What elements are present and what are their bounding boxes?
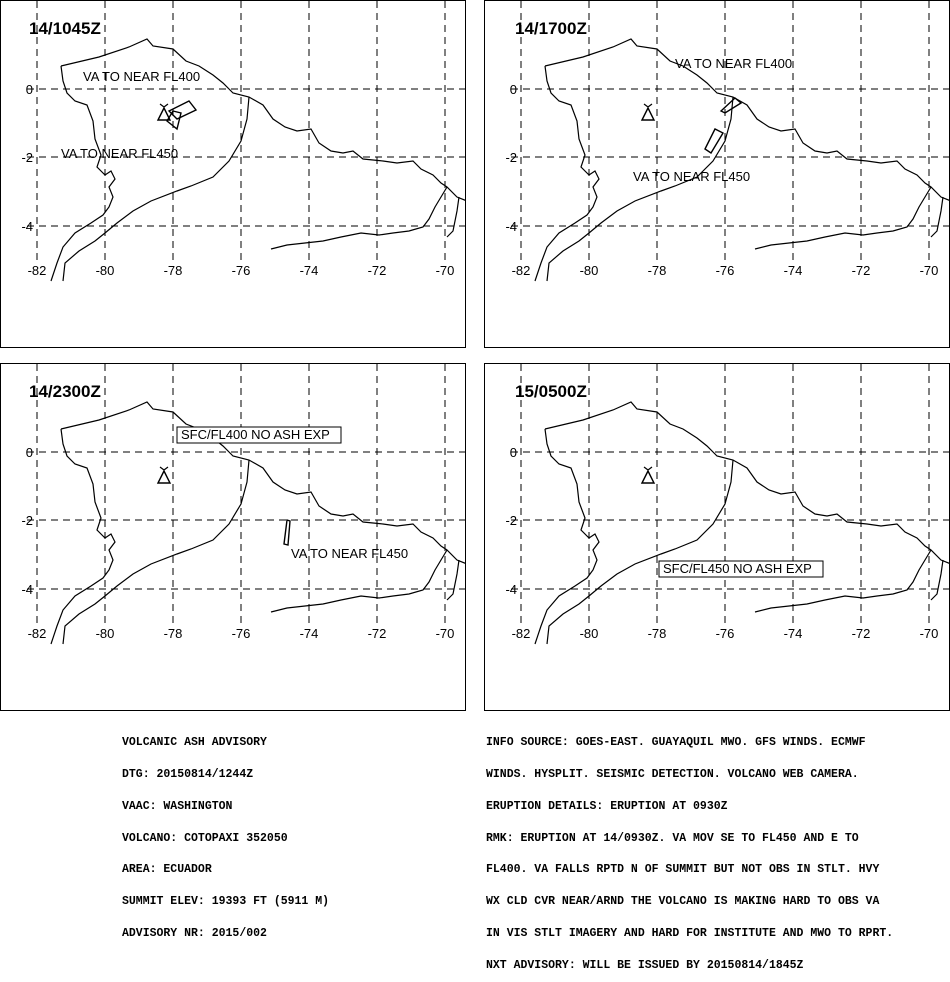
y-tick-label: 0 bbox=[25, 445, 33, 460]
panel-time-label: 15/0500Z bbox=[515, 382, 587, 401]
ash-label-fl450: VA TO NEAR FL450 bbox=[291, 546, 409, 561]
y-tick-label: -4 bbox=[505, 582, 517, 597]
volcano-plume bbox=[160, 467, 168, 470]
x-tick-label: -74 bbox=[783, 626, 803, 641]
volcano-icon bbox=[642, 104, 654, 120]
map-boundary bbox=[931, 197, 943, 237]
y-tick-label: -4 bbox=[21, 219, 33, 234]
map-boundary bbox=[271, 187, 447, 249]
x-tick-label: -72 bbox=[851, 263, 871, 278]
volcano-plume bbox=[160, 104, 168, 107]
volcano-plume bbox=[644, 467, 652, 470]
x-tick-label: -78 bbox=[163, 263, 183, 278]
map-svg bbox=[1, 1, 466, 348]
x-tick-label: -80 bbox=[579, 626, 599, 641]
advisory-line: VOLCANIC ASH ADVISORY bbox=[122, 736, 267, 750]
panel-time-label: 14/1045Z bbox=[29, 19, 101, 38]
volcano-icon bbox=[642, 467, 654, 483]
map-svg bbox=[485, 1, 950, 348]
x-tick-label: -82 bbox=[27, 263, 47, 278]
ash-polygon-fl450 bbox=[284, 520, 290, 545]
x-tick-label: -74 bbox=[299, 263, 319, 278]
y-tick-label: -4 bbox=[21, 582, 33, 597]
x-tick-label: -76 bbox=[231, 626, 251, 641]
x-tick-label: -78 bbox=[647, 626, 667, 641]
volcano-triangle bbox=[642, 108, 654, 120]
y-tick-label: -2 bbox=[21, 513, 33, 528]
map-boundary bbox=[931, 560, 943, 600]
advisory-line: NXT ADVISORY: WILL BE ISSUED BY 20150814/1845Z bbox=[486, 958, 804, 972]
ash-polygon-fl400 bbox=[721, 98, 741, 113]
x-tick-label: -74 bbox=[299, 626, 319, 641]
y-tick-label: -2 bbox=[505, 513, 517, 528]
map-boundary bbox=[61, 39, 466, 201]
volcano-triangle bbox=[642, 471, 654, 483]
x-tick-label: -70 bbox=[919, 263, 939, 278]
x-tick-label: -72 bbox=[851, 626, 871, 641]
advisory-line: ERUPTION DETAILS: ERUPTION AT 0930Z bbox=[486, 799, 728, 813]
advisory-line: AREA: ECUADOR bbox=[122, 863, 212, 877]
x-tick-label: -80 bbox=[579, 263, 599, 278]
map-boundary bbox=[63, 97, 249, 281]
x-tick-label: -80 bbox=[95, 263, 115, 278]
advisory-line: ADVISORY NR: 2015/002 bbox=[122, 926, 267, 940]
x-tick-label: -70 bbox=[435, 263, 455, 278]
volcano-triangle bbox=[158, 471, 170, 483]
y-tick-label: -2 bbox=[505, 150, 517, 165]
x-tick-label: -72 bbox=[367, 626, 387, 641]
volcano-icon bbox=[158, 104, 170, 120]
forecast-panel-1 bbox=[0, 0, 466, 348]
volcano-plume bbox=[644, 104, 652, 107]
y-tick-label: 0 bbox=[25, 82, 33, 97]
map-boundary bbox=[755, 550, 931, 612]
y-tick-label: 0 bbox=[509, 445, 517, 460]
ash-label-fl450: VA TO NEAR FL450 bbox=[61, 146, 179, 161]
y-tick-label: -4 bbox=[505, 219, 517, 234]
advisory-line: VAAC: WASHINGTON bbox=[122, 799, 233, 813]
map-boundary bbox=[547, 97, 733, 281]
advisory-line: SUMMIT ELEV: 19393 FT (5911 M) bbox=[122, 895, 330, 909]
advisory-line: WINDS. HYSPLIT. SEISMIC DETECTION. VOLCANO WEB CAMERA. bbox=[486, 767, 859, 781]
advisory-line: VOLCANO: COTOPAXI 352050 bbox=[122, 831, 288, 845]
map-boundary bbox=[545, 402, 950, 564]
x-tick-label: -76 bbox=[231, 263, 251, 278]
x-tick-label: -80 bbox=[95, 626, 115, 641]
x-tick-label: -72 bbox=[367, 263, 387, 278]
advisory-line: INFO SOURCE: GOES-EAST. GUAYAQUIL MWO. GFS WINDS. ECMWF bbox=[486, 736, 866, 750]
advisory-line: FL400. VA FALLS RPTD N OF SUMMIT BUT NOT OBS IN STLT. HVY bbox=[486, 863, 880, 877]
panel-time-label: 14/2300Z bbox=[29, 382, 101, 401]
ash-label-no-ash-fl450: SFC/FL450 NO ASH EXP bbox=[663, 561, 812, 576]
map-boundary bbox=[63, 460, 249, 644]
ash-label-fl450: VA TO NEAR FL450 bbox=[633, 169, 751, 184]
x-tick-label: -76 bbox=[715, 626, 735, 641]
x-tick-label: -70 bbox=[435, 626, 455, 641]
x-tick-label: -78 bbox=[647, 263, 667, 278]
x-tick-label: -78 bbox=[163, 626, 183, 641]
y-tick-label: -2 bbox=[21, 150, 33, 165]
advisory-header-block bbox=[122, 717, 329, 950]
ash-label-fl400: VA TO NEAR FL400 bbox=[675, 56, 793, 71]
x-tick-label: -74 bbox=[783, 263, 803, 278]
map-boundary bbox=[755, 187, 931, 249]
advisory-line: RMK: ERUPTION AT 14/0930Z. VA MOV SE TO FL450 AND E TO bbox=[486, 831, 859, 845]
map-boundary bbox=[547, 460, 733, 644]
forecast-panel-2 bbox=[484, 0, 950, 348]
map-svg bbox=[485, 364, 950, 711]
x-tick-label: -82 bbox=[511, 626, 531, 641]
map-boundary bbox=[447, 197, 459, 237]
x-tick-label: -70 bbox=[919, 626, 939, 641]
panel-time-label: 14/1700Z bbox=[515, 19, 587, 38]
advisory-line: DTG: 20150814/1244Z bbox=[122, 767, 254, 781]
ash-label-no-ash-fl400: SFC/FL400 NO ASH EXP bbox=[181, 427, 330, 442]
advisory-line: IN VIS STLT IMAGERY AND HARD FOR INSTITUTE AND MWO TO RPRT. bbox=[486, 926, 894, 940]
volcano-icon bbox=[158, 467, 170, 483]
x-tick-label: -82 bbox=[511, 263, 531, 278]
map-boundary bbox=[447, 560, 459, 600]
ash-label-fl400: VA TO NEAR FL400 bbox=[83, 69, 201, 84]
advisory-details-block bbox=[486, 717, 893, 982]
x-tick-label: -82 bbox=[27, 626, 47, 641]
x-tick-label: -76 bbox=[715, 263, 735, 278]
advisory-line: WX CLD CVR NEAR/ARND THE VOLCANO IS MAKING HARD TO OBS VA bbox=[486, 895, 880, 909]
forecast-panel-4 bbox=[484, 363, 950, 711]
forecast-panel-3 bbox=[0, 363, 466, 711]
y-tick-label: 0 bbox=[509, 82, 517, 97]
map-svg bbox=[1, 364, 466, 711]
